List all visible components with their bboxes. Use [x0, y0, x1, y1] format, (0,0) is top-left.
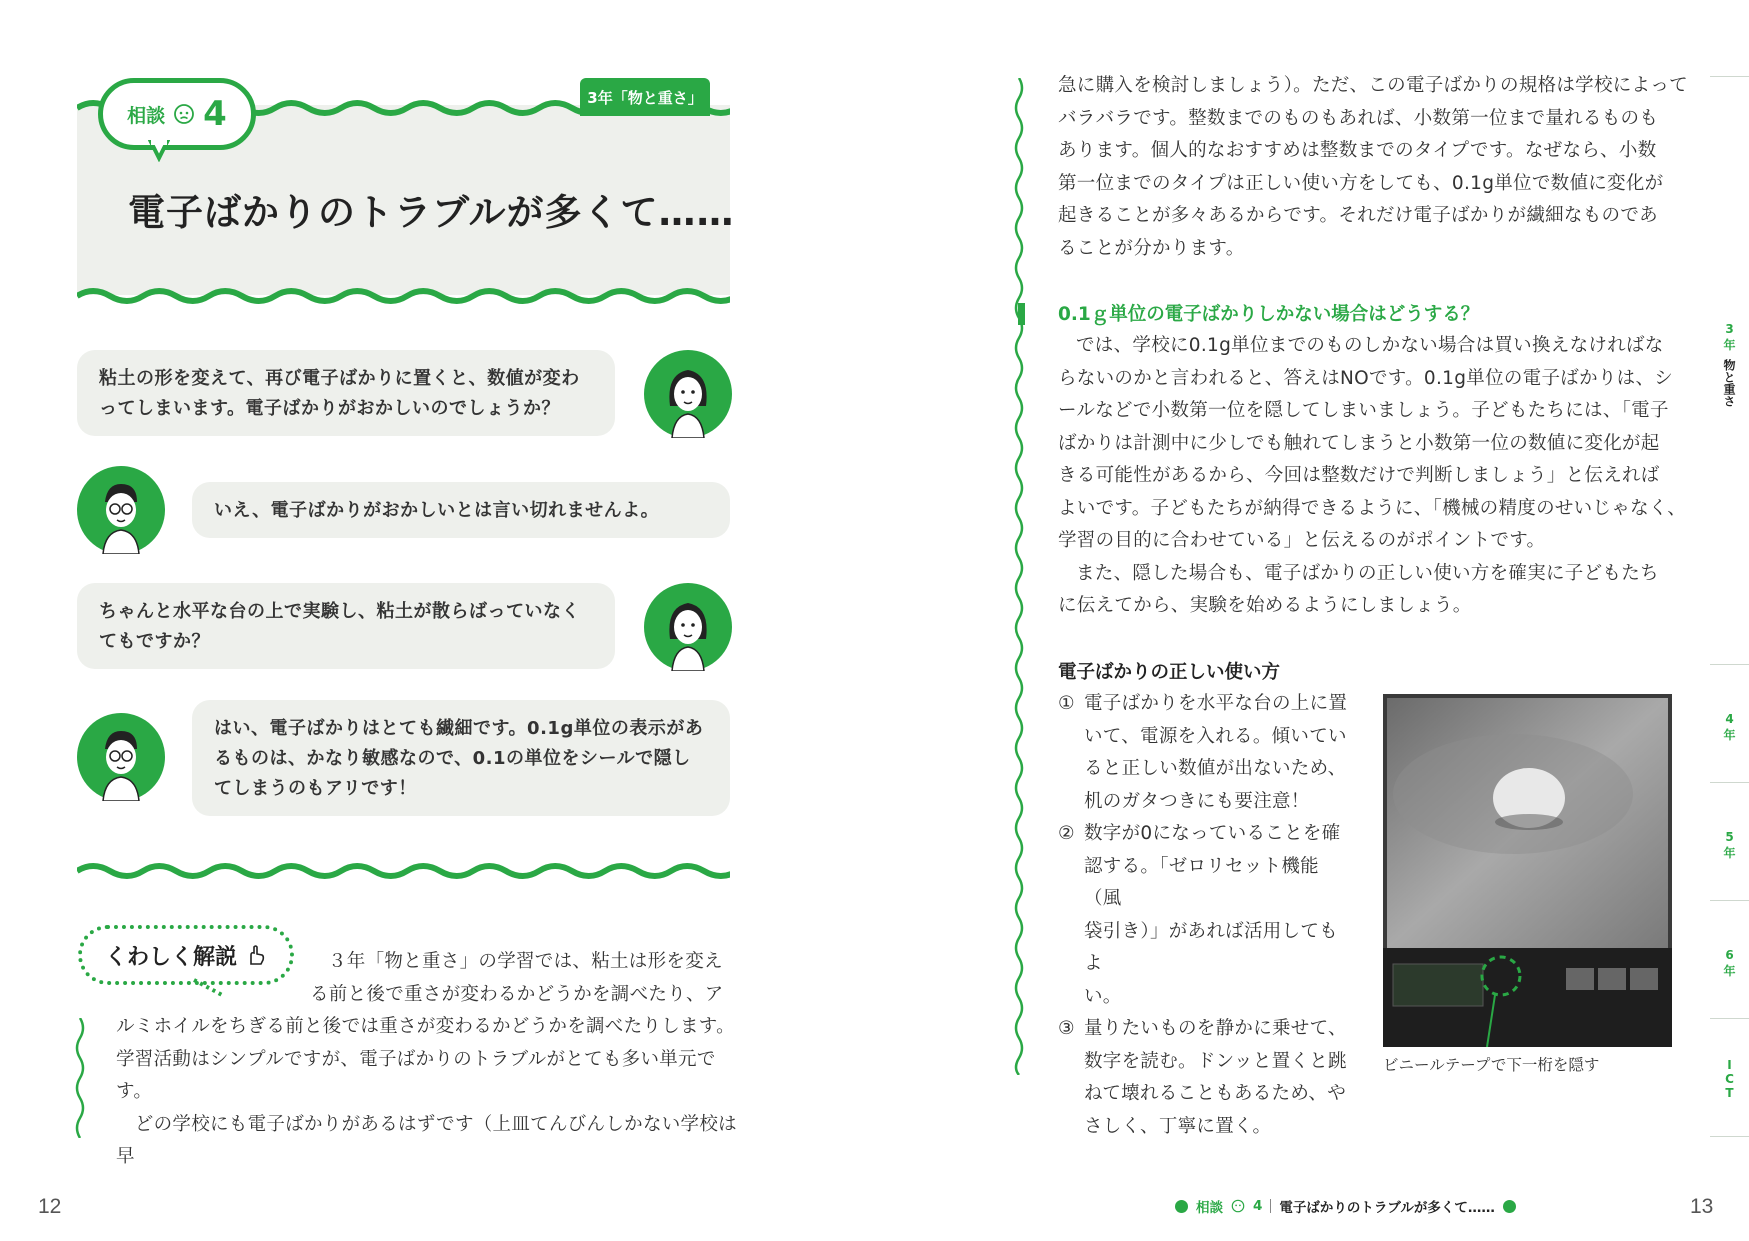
body-line: ねて壊れることもあるため、や — [1084, 1083, 1346, 1104]
body-line: に伝えてから、実験を始めるようにしましょう。 — [1058, 595, 1472, 616]
consult-number: 4 — [203, 94, 227, 134]
footer-separator — [1270, 1199, 1271, 1213]
side-tab-grade-5[interactable] — [1710, 830, 1749, 861]
worried-face-icon — [173, 103, 195, 125]
footer-title: 電子ばかりのトラブルが多くて…… — [1279, 1200, 1495, 1216]
tab-divider — [1710, 76, 1749, 77]
body-line: きる可能性があるから、今回は整数だけで判断しましょう」と伝えれば — [1058, 465, 1660, 486]
consult-label: 相談 — [127, 104, 166, 127]
body-line: 学習の目的に合わせている」と伝えるのがポイントです。 — [1058, 530, 1546, 551]
list-item-number: ① — [1058, 693, 1075, 714]
teacher-woman-avatar — [644, 583, 732, 671]
body-line: 認する。「ゼロリセット機能（風 — [1084, 855, 1319, 909]
consult-badge — [98, 78, 256, 150]
tab-label: 年 — [1723, 728, 1736, 742]
scale-photo — [1383, 694, 1672, 1047]
tab-topic: 物と重さ — [1722, 359, 1736, 407]
body-line: 数字が0になっていることを確 — [1084, 823, 1341, 844]
list-item — [1058, 688, 1348, 818]
tab-label: 5 — [1725, 830, 1734, 844]
right-margin-squiggle — [1011, 78, 1027, 1075]
body-line: また、隠した場合も、電子ばかりの正しい使い方を確実に子どもたち — [1076, 562, 1659, 584]
body-line: 学習活動はシンプルですが、電子ばかりのトラブルがとても多い単元で — [116, 1048, 716, 1070]
body-line: ３年「物と重さ」の学習では、粘土は形を変え — [328, 951, 723, 972]
chat-line: いえ、電子ばかりがおかしいとは言い切れませんよ。 — [214, 500, 660, 521]
list-item — [1058, 1013, 1348, 1143]
tab-divider — [1710, 664, 1749, 665]
page-title: 電子ばかりのトラブルが多くて…… — [128, 191, 735, 234]
chat-line: るものは、かなり敏感なので、0.1の単位をシールで隠し — [214, 748, 691, 769]
tab-label: C — [1725, 1072, 1734, 1086]
body-line: す。 — [116, 1081, 153, 1102]
left-margin-squiggle — [72, 1018, 88, 1138]
section-divider-wave — [77, 860, 730, 882]
page-number-right: 13 — [1690, 1195, 1714, 1218]
worried-face-icon — [1231, 1199, 1245, 1213]
body-line: 机のガタつきにも要注意！ — [1084, 790, 1310, 812]
body-line: 袋引き）」があれば活用してもよ — [1084, 920, 1338, 974]
chat-line: てもですか？ — [99, 631, 210, 652]
teacher-man-avatar — [77, 713, 165, 801]
chat-bubble-answer-1 — [192, 482, 730, 538]
body-line: あります。個人的なおすすめは整数までのタイプです。なぜなら、小数 — [1058, 140, 1657, 161]
intro-body — [1058, 70, 1688, 265]
section-heading: 0.1ｇ単位の電子ばかりしかない場合はどうする？ — [1058, 304, 1480, 325]
chat-line: ってしまいます。電子ばかりがおかしいのでしょうか？ — [99, 398, 561, 419]
body-line: 数字を読む。ドンッと置くと跳 — [1084, 1050, 1347, 1072]
body-line: いて、電源を入れる。傾いてい — [1084, 725, 1347, 747]
chat-line: ちゃんと水平な台の上で実験し、粘土が散らばっていなく — [99, 601, 580, 622]
side-tab-grade-6[interactable] — [1710, 948, 1749, 979]
footer-number: 4 — [1253, 1198, 1263, 1214]
body-line: ばかりは計測中に少しでも触れてしまうと小数第一位の数値に変化が起 — [1058, 432, 1660, 454]
body-line: ルミホイルをちぎる前と後では重さが変わるかどうかを調べたりします。 — [116, 1016, 735, 1037]
body-line: 量りたいものを静かに乗せて、 — [1084, 1018, 1347, 1039]
chat-bubble-question-1 — [77, 350, 615, 436]
tab-divider — [1710, 1018, 1749, 1019]
chat-bubble-question-2 — [77, 583, 615, 669]
teacher-man-avatar — [77, 466, 165, 554]
body-line: バラバラです。整数までのものもあれば、小数第一位まで量れるものも — [1058, 107, 1659, 129]
running-footer — [1175, 1196, 1516, 1216]
tab-label: 4 — [1725, 712, 1734, 726]
body-line: 急に購入を検討しましょう）。ただ、この電子ばかりの規格は学校によって — [1058, 75, 1688, 96]
tab-label: 年 — [1723, 964, 1736, 978]
body-line: どの学校にも電子ばかりがあるはずです（上皿てんびんしかない学校は早 — [116, 1113, 737, 1167]
body-line: 電子ばかりを水平な台の上に置 — [1084, 693, 1348, 714]
tab-label: 6 — [1725, 948, 1734, 962]
header-wave-bottom — [77, 286, 730, 308]
footer-consult: 相談 — [1196, 1200, 1223, 1216]
chat-line: 粘土の形を変えて、再び電子ばかりに置くと、数値が変わ — [99, 368, 580, 389]
tab-label: 年 — [1723, 846, 1736, 860]
body-line: らないのかと言われると、答えはNOです。0.1g単位の電子ばかりは、シ — [1058, 367, 1674, 389]
body-line: 起きることが多々あるからです。それだけ電子ばかりが繊細なものであ — [1058, 205, 1658, 226]
list-item — [1058, 818, 1348, 1013]
photo-caption: ビニールテープで下一桁を隠す — [1383, 1056, 1600, 1074]
body-line: 第一位までのタイプは正しい使い方をしても、0.1g単位で数値に変化が — [1058, 172, 1664, 194]
tab-divider — [1710, 900, 1749, 901]
tab-label: T — [1725, 1086, 1734, 1100]
body-line: い。 — [1084, 985, 1122, 1007]
side-tab-grade-3[interactable] — [1710, 322, 1749, 407]
usage-list — [1058, 688, 1348, 1143]
body-line: では、学校に0.1g単位までのものしかない場合は買い換えなければな — [1076, 335, 1664, 356]
chat-line: はい、電子ばかりはとても繊細です。0.1g単位の表示があ — [214, 718, 704, 739]
tab-label: 3 — [1725, 322, 1734, 336]
grade-tag: 3年「物と重さ」 — [580, 78, 710, 116]
footer-dot — [1175, 1200, 1188, 1213]
body-line: よいです。子どもたちが納得できるように、「機械の精度のせいじゃなく、 — [1058, 497, 1687, 519]
body-line: る前と後で重さが変わるかどうかを調べたり、ア — [310, 983, 724, 1005]
tab-label: I — [1727, 1058, 1732, 1072]
section-body — [1058, 330, 1688, 623]
tab-label: 年 — [1723, 338, 1736, 352]
chat-line: てしまうのもアリです！ — [214, 778, 417, 799]
detail-label: くわしく解説 — [104, 944, 237, 970]
side-tab-grade-4[interactable] — [1710, 712, 1749, 743]
footer-dot — [1503, 1200, 1516, 1213]
list-item-number: ③ — [1058, 1018, 1075, 1039]
teacher-woman-avatar — [644, 350, 732, 438]
body-line: ると正しい数値が出ないため、 — [1084, 758, 1347, 779]
body-line: ールなどで小数第一位を隠してしまいましょう。子どもたちには、「電子 — [1058, 400, 1669, 421]
side-tab-ict[interactable] — [1710, 1058, 1749, 1100]
usage-heading: 電子ばかりの正しい使い方 — [1058, 662, 1281, 683]
list-item-number: ② — [1058, 823, 1075, 844]
chat-bubble-answer-2 — [192, 700, 730, 816]
consult-badge-tail — [148, 140, 170, 162]
section-marker — [1018, 303, 1025, 325]
body-line: ることが分かります。 — [1058, 237, 1245, 259]
tab-divider — [1710, 1136, 1749, 1137]
detail-body — [116, 946, 746, 1174]
body-line: さしく、丁寧に置く。 — [1084, 1115, 1272, 1137]
tab-divider — [1710, 782, 1749, 783]
page-number-left: 12 — [38, 1195, 62, 1218]
